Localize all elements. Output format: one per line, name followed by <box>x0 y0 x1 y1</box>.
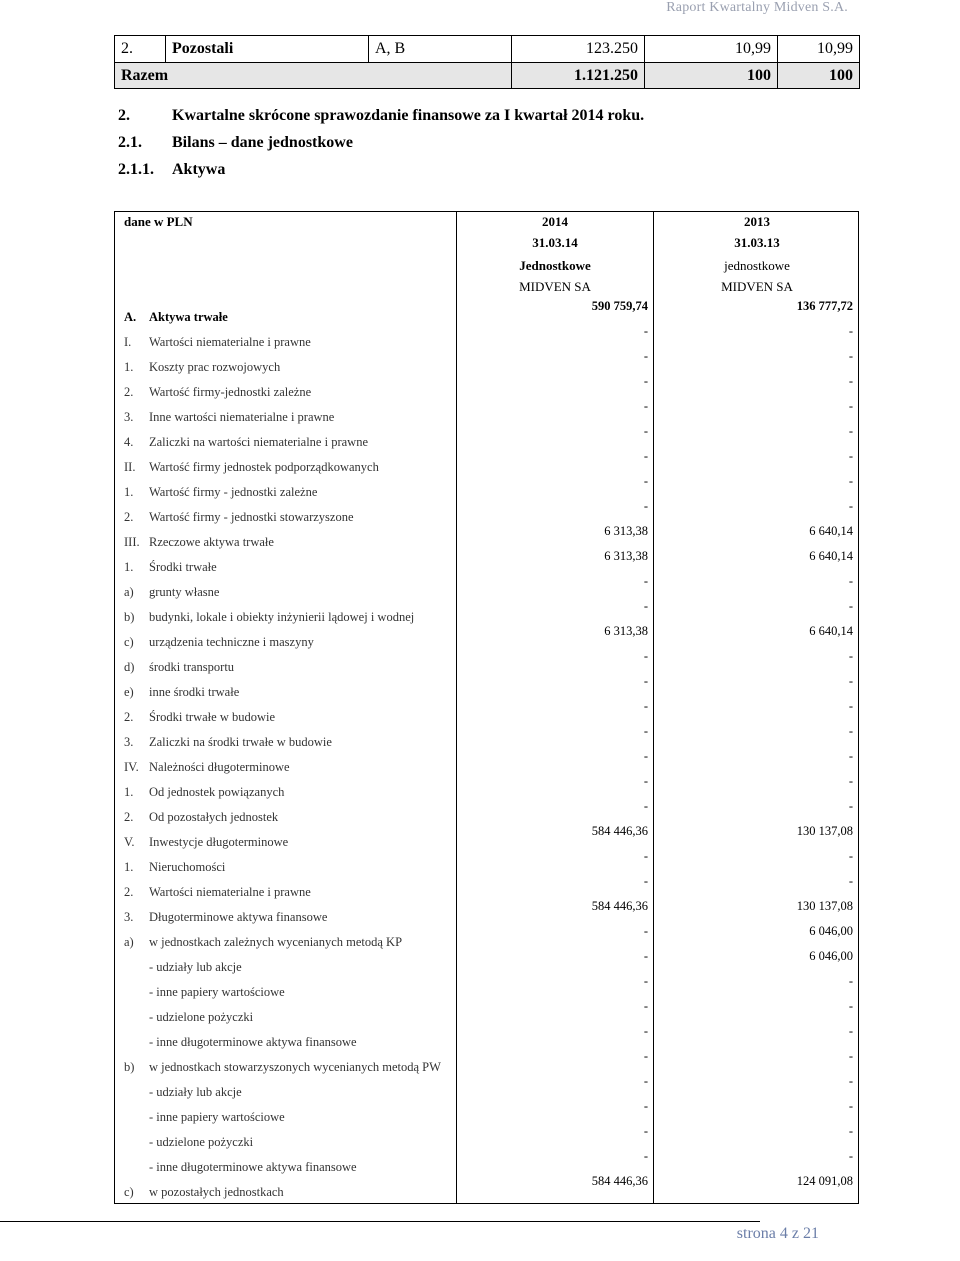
row-text: Nieruchomości <box>149 860 226 874</box>
value-2014: - <box>643 799 648 813</box>
row-label <box>124 610 414 625</box>
row-label <box>124 335 311 350</box>
value-2013: - <box>848 749 853 763</box>
value-2013: 130 137,08 <box>796 824 853 838</box>
section-title: Kwartalne skrócone sprawozdanie finansowe za I kwartał 2014 roku. <box>172 107 645 124</box>
column-date: 31.03.14 <box>532 235 578 250</box>
value-2013: 6 046,00 <box>809 924 853 938</box>
row-text: środki transportu <box>149 660 235 674</box>
row-label <box>124 435 368 450</box>
report-header-title: Raport Kwartalny Midven S.A. <box>666 0 848 15</box>
section-number: 2.1.1. <box>118 161 154 178</box>
row-text: Środki trwałe <box>149 560 217 574</box>
row-text: Środki trwałe w budowie <box>149 710 276 724</box>
row-label <box>124 1135 253 1150</box>
row-label <box>124 860 225 875</box>
value-2014: - <box>643 699 648 713</box>
row-label <box>124 660 234 675</box>
value-2013: - <box>848 849 853 863</box>
row-code: a) <box>124 585 134 599</box>
row-text: - inne papiery wartościowe <box>149 985 285 999</box>
value-2014: - <box>643 1149 648 1163</box>
row-label <box>124 1185 284 1200</box>
table-cell: 10,99 <box>645 36 778 63</box>
row-text: Wartość firmy jednostek podporządkowanych <box>149 460 379 474</box>
value-2014: - <box>643 1024 648 1038</box>
value-2014: - <box>643 999 648 1013</box>
row-label <box>124 310 228 325</box>
row-label <box>124 910 327 925</box>
row-text: grunty własne <box>149 585 220 599</box>
value-2013: - <box>848 1024 853 1038</box>
row-code: 2. <box>124 385 134 399</box>
row-label <box>124 560 217 575</box>
value-2014: - <box>643 949 648 963</box>
table-cell: 10,99 <box>778 36 860 63</box>
table-cell: 100 <box>778 63 860 89</box>
row-label <box>124 635 314 650</box>
column-year: 2013 <box>744 214 770 229</box>
row-text: - inne długoterminowe aktywa finansowe <box>149 1035 357 1049</box>
value-2014: - <box>643 349 648 363</box>
table-row <box>115 36 860 63</box>
section-heading <box>118 134 353 152</box>
shareholders-summary-table <box>114 35 860 89</box>
row-text: - inne papiery wartościowe <box>149 1110 285 1124</box>
row-label <box>124 1060 441 1075</box>
row-label <box>124 785 284 800</box>
row-code: IV. <box>124 760 139 774</box>
balance-sheet-table <box>114 211 859 1204</box>
value-2013: - <box>848 974 853 988</box>
value-2014: - <box>643 1049 648 1063</box>
row-label <box>124 535 274 550</box>
row-label <box>124 510 354 525</box>
value-2013: - <box>848 499 853 513</box>
row-text: - udziały lub akcje <box>149 1085 242 1099</box>
section-number: 2. <box>118 107 130 124</box>
value-2013: - <box>848 724 853 738</box>
row-text: Zaliczki na środki trwałe w budowie <box>149 735 332 749</box>
value-2013: - <box>848 799 853 813</box>
value-2013: - <box>848 1124 853 1138</box>
value-2014: - <box>643 474 648 488</box>
section-heading <box>118 161 225 179</box>
row-text: Wartości niematerialne i prawne <box>149 885 311 899</box>
row-text: - inne długoterminowe aktywa finansowe <box>149 1160 357 1174</box>
value-2013: 6 640,14 <box>809 524 853 538</box>
page-number: strona 4 z 21 <box>736 1225 819 1242</box>
row-text: inne środki trwałe <box>149 685 240 699</box>
value-2013: - <box>848 874 853 888</box>
row-label <box>124 485 317 500</box>
row-label <box>124 960 242 975</box>
row-code: II. <box>124 460 136 474</box>
row-code: 1. <box>124 560 134 574</box>
value-2014: - <box>643 774 648 788</box>
value-2013: - <box>848 449 853 463</box>
row-code: 1. <box>124 485 134 499</box>
row-code: I. <box>124 335 132 349</box>
value-2014: - <box>643 649 648 663</box>
row-code: V. <box>124 835 135 849</box>
row-label <box>124 985 285 1000</box>
row-text: w jednostkach stowarzyszonych wycenianych metodą PW <box>149 1060 441 1074</box>
value-2014: - <box>643 574 648 588</box>
row-code: c) <box>124 635 134 649</box>
value-2014: - <box>643 499 648 513</box>
table-cell: 1.121.250 <box>512 63 645 89</box>
value-2013: 6 640,14 <box>809 624 853 638</box>
row-code: b) <box>124 1060 135 1074</box>
row-code: 2. <box>124 510 134 524</box>
row-text: Od pozostałych jednostek <box>149 810 279 824</box>
column-entity: MIDVEN SA <box>519 279 591 294</box>
value-2014: - <box>643 924 648 938</box>
table-cell: 100 <box>645 63 778 89</box>
value-2013: 136 777,72 <box>796 299 853 313</box>
value-2014: - <box>643 399 648 413</box>
row-text: Inne wartości niematerialne i prawne <box>149 410 335 424</box>
row-code: A. <box>124 310 137 324</box>
value-2013: - <box>848 674 853 688</box>
row-text: Od jednostek powiązanych <box>149 785 285 799</box>
row-label <box>124 710 275 725</box>
value-2013: 130 137,08 <box>796 899 853 913</box>
value-2013: - <box>848 424 853 438</box>
section-heading <box>118 107 644 125</box>
value-2014: - <box>643 449 648 463</box>
value-2013: - <box>848 399 853 413</box>
row-label <box>124 735 332 750</box>
value-2013: 124 091,08 <box>796 1174 853 1188</box>
row-text: Koszty prac rozwojowych <box>149 360 281 374</box>
value-2014: 590 759,74 <box>591 299 648 313</box>
row-text: Wartość firmy - jednostki stowarzyszone <box>149 510 354 524</box>
table-cell: 123.250 <box>512 36 645 63</box>
table-cell: A, B <box>369 36 512 63</box>
row-label <box>124 760 290 775</box>
row-label <box>124 585 219 600</box>
row-text: Inwestycje długoterminowe <box>149 835 289 849</box>
value-2013: - <box>848 649 853 663</box>
row-text: - udzielone pożyczki <box>149 1135 254 1149</box>
row-label <box>124 410 334 425</box>
value-2014: - <box>643 324 648 338</box>
table-cell: 2. <box>115 36 166 63</box>
row-code: d) <box>124 660 135 674</box>
section-title: Bilans – dane jednostkowe <box>172 134 353 151</box>
row-code: III. <box>124 535 140 549</box>
row-code: 1. <box>124 860 134 874</box>
row-label <box>124 885 311 900</box>
value-2014: - <box>643 724 648 738</box>
row-text: budynki, lokale i obiekty inżynierii lądowej i wodnej <box>149 610 415 624</box>
row-label <box>124 1085 242 1100</box>
value-2014: 6 313,38 <box>604 624 648 638</box>
row-label <box>124 935 402 950</box>
row-code: b) <box>124 610 135 624</box>
value-2013: - <box>848 349 853 363</box>
row-code: a) <box>124 935 134 949</box>
value-2013: - <box>848 599 853 613</box>
table-cell: Pozostali <box>166 36 369 63</box>
value-2013: - <box>848 999 853 1013</box>
value-2014: 6 313,38 <box>604 549 648 563</box>
column-year: 2014 <box>542 214 568 229</box>
value-2014: - <box>643 1124 648 1138</box>
column-entity: MIDVEN SA <box>721 279 793 294</box>
row-label <box>124 360 280 375</box>
row-code: 4. <box>124 435 134 449</box>
value-2013: - <box>848 1099 853 1113</box>
value-2014: - <box>643 874 648 888</box>
row-code: 2. <box>124 885 134 899</box>
value-2014: 584 446,36 <box>591 1174 648 1188</box>
column-type: jednostkowe <box>724 258 790 273</box>
row-code: 2. <box>124 810 134 824</box>
value-2013: - <box>848 1149 853 1163</box>
row-text: Rzeczowe aktywa trwałe <box>149 535 274 549</box>
value-2013: - <box>848 574 853 588</box>
row-text: Aktywa trwałe <box>149 310 228 324</box>
value-2014: - <box>643 374 648 388</box>
row-code: 3. <box>124 410 134 424</box>
section-title: Aktywa <box>172 161 226 178</box>
row-label <box>124 460 379 475</box>
row-code: 1. <box>124 360 134 374</box>
row-label <box>124 685 239 700</box>
footer-divider <box>0 1221 760 1222</box>
row-text: Wartość firmy-jednostki zależne <box>149 385 312 399</box>
value-2013: 6 046,00 <box>809 949 853 963</box>
row-label <box>124 1010 253 1025</box>
row-text: w jednostkach zależnych wycenianych metodą KP <box>149 935 403 949</box>
column-type: Jednostkowe <box>519 258 591 273</box>
row-text: - udziały lub akcje <box>149 960 242 974</box>
row-text: w pozostałych jednostkach <box>149 1185 284 1199</box>
row-text: Należności długoterminowe <box>149 760 290 774</box>
value-2013: - <box>848 774 853 788</box>
value-2013: - <box>848 324 853 338</box>
value-2014: - <box>643 599 648 613</box>
row-label <box>124 1160 357 1175</box>
row-code: 3. <box>124 910 134 924</box>
row-text: - udzielone pożyczki <box>149 1010 254 1024</box>
value-2013: - <box>848 1049 853 1063</box>
value-2013: - <box>848 374 853 388</box>
row-label <box>124 385 311 400</box>
value-2014: - <box>643 424 648 438</box>
column-divider <box>653 212 654 1203</box>
row-code: e) <box>124 685 134 699</box>
unit-label: dane w PLN <box>124 214 193 229</box>
value-2014: - <box>643 1074 648 1088</box>
value-2013: - <box>848 1074 853 1088</box>
row-label <box>124 835 288 850</box>
row-label <box>124 1110 285 1125</box>
value-2014: - <box>643 1099 648 1113</box>
value-2014: - <box>643 974 648 988</box>
value-2013: - <box>848 699 853 713</box>
section-number: 2.1. <box>118 134 142 151</box>
row-code: c) <box>124 1185 134 1199</box>
value-2013: - <box>848 474 853 488</box>
row-text: urządzenia techniczne i maszyny <box>149 635 314 649</box>
value-2014: 6 313,38 <box>604 524 648 538</box>
row-text: Wartość firmy - jednostki zależne <box>149 485 318 499</box>
value-2014: - <box>643 674 648 688</box>
row-label <box>124 810 278 825</box>
row-text: Zaliczki na wartości niematerialne i prawne <box>149 435 368 449</box>
table-cell: Razem <box>115 63 512 89</box>
row-text: Wartości niematerialne i prawne <box>149 335 311 349</box>
row-text: Długoterminowe aktywa finansowe <box>149 910 328 924</box>
row-label <box>124 1035 357 1050</box>
table-row <box>115 63 860 89</box>
value-2014: - <box>643 749 648 763</box>
row-code: 1. <box>124 785 134 799</box>
value-2014: - <box>643 849 648 863</box>
value-2013: 6 640,14 <box>809 549 853 563</box>
row-code: 3. <box>124 735 134 749</box>
value-2014: 584 446,36 <box>591 824 648 838</box>
row-code: 2. <box>124 710 134 724</box>
value-2014: 584 446,36 <box>591 899 648 913</box>
column-divider <box>456 212 457 1203</box>
column-date: 31.03.13 <box>734 235 780 250</box>
